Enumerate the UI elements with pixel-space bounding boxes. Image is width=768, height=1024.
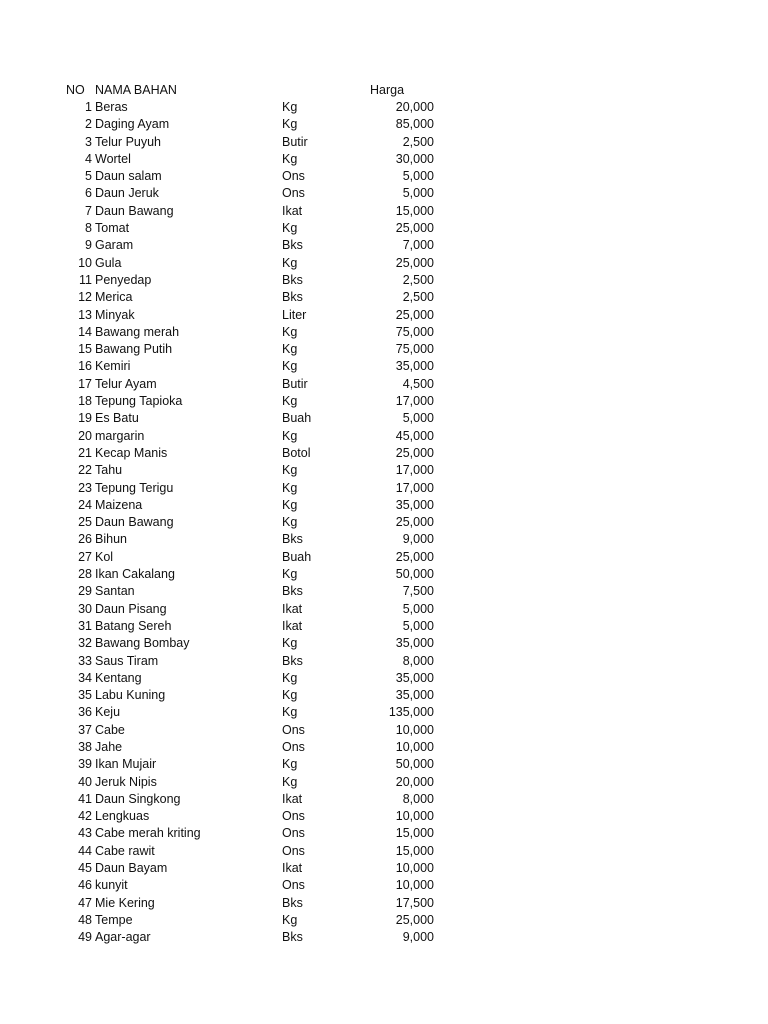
row-harga: 17,500 [395, 895, 434, 910]
row-satuan: Ons [282, 826, 305, 841]
row-nama-bahan: Gula [95, 255, 122, 270]
table-row [0, 825, 768, 842]
row-harga: 25,000 [395, 445, 434, 460]
row-satuan: Kg [282, 567, 298, 582]
row-no: 10 [78, 255, 92, 270]
row-harga: 50,000 [395, 567, 434, 582]
row-nama-bahan: Tepung Terigu [95, 480, 174, 495]
row-nama-bahan: Tomat [95, 221, 130, 236]
row-no: 33 [78, 653, 92, 668]
row-satuan: Kg [282, 100, 298, 114]
row-harga: 10,000 [395, 861, 434, 876]
row-satuan: Buah [282, 549, 312, 564]
row-harga: 10,000 [395, 722, 434, 737]
row-no: 41 [78, 791, 92, 806]
row-no: 47 [78, 895, 92, 910]
row-nama-bahan: Minyak [95, 307, 135, 322]
row-no: 31 [78, 618, 92, 633]
row-nama-bahan: Ikan Mujair [95, 757, 157, 772]
row-no: 13 [78, 307, 92, 322]
row-satuan: Buah [282, 411, 312, 426]
row-nama-bahan: Telur Ayam [95, 376, 157, 391]
row-nama-bahan: Jeruk Nipis [95, 774, 157, 789]
row-nama-bahan: Daun salam [95, 169, 162, 184]
row-no: 43 [78, 826, 92, 841]
table-row [0, 185, 768, 202]
row-satuan: Kg [282, 497, 298, 512]
row-nama-bahan: Kemiri [95, 359, 131, 374]
table-row [0, 549, 768, 566]
row-satuan: Ons [282, 722, 305, 737]
row-nama-bahan: Daun Bawang [95, 515, 174, 530]
row-satuan: Ikat [282, 861, 303, 876]
row-no: 14 [78, 324, 92, 339]
row-no: 39 [78, 757, 92, 772]
table-row [0, 307, 768, 324]
row-satuan: Ikat [282, 791, 303, 806]
row-harga: 30,000 [395, 151, 434, 166]
row-satuan: Bks [282, 238, 303, 253]
row-satuan: Ikat [282, 601, 303, 616]
row-satuan: Kg [282, 480, 298, 495]
row-no: 35 [78, 688, 92, 703]
row-harga: 15,000 [395, 826, 434, 841]
row-no: 34 [78, 670, 92, 685]
row-no: 3 [85, 134, 92, 149]
row-satuan: Kg [282, 774, 298, 789]
row-nama-bahan: Mie Kering [95, 895, 155, 910]
row-satuan: Kg [282, 515, 298, 530]
row-no: 6 [85, 186, 92, 201]
row-harga: 8,000 [402, 653, 434, 668]
table-row [0, 445, 768, 462]
row-no: 15 [78, 342, 92, 357]
row-satuan: Liter [282, 307, 307, 322]
row-harga: 50,000 [395, 757, 434, 772]
table-row [0, 601, 768, 618]
row-harga: 10,000 [395, 739, 434, 754]
table-row [0, 722, 768, 739]
table-row [0, 704, 768, 721]
row-satuan: Kg [282, 394, 298, 409]
row-satuan: Bks [282, 930, 303, 945]
row-nama-bahan: margarin [95, 428, 145, 443]
row-harga: 9,000 [402, 532, 434, 547]
table-row [0, 151, 768, 168]
row-nama-bahan: Daun Singkong [95, 791, 181, 806]
table-row [0, 739, 768, 756]
row-satuan: Ikat [282, 203, 303, 218]
row-no: 22 [78, 463, 92, 478]
table-row [0, 635, 768, 652]
table-row [0, 358, 768, 375]
row-harga: 35,000 [395, 688, 434, 703]
row-harga: 17,000 [395, 463, 434, 478]
row-nama-bahan: Kentang [95, 670, 142, 685]
row-nama-bahan: Es Batu [95, 411, 139, 426]
row-no: 37 [78, 722, 92, 737]
table-row [0, 756, 768, 773]
row-nama-bahan: Cabe merah kriting [95, 826, 201, 841]
row-harga: 5,000 [402, 601, 434, 616]
table-row [0, 480, 768, 497]
row-harga: 25,000 [395, 912, 434, 927]
row-no: 38 [78, 739, 92, 754]
price-list-sheet [0, 82, 768, 947]
row-no: 4 [85, 151, 92, 166]
row-no: 48 [78, 912, 92, 927]
row-satuan: Kg [282, 688, 298, 703]
row-nama-bahan: Tahu [95, 463, 123, 478]
table-row [0, 134, 768, 151]
row-satuan: Bks [282, 895, 303, 910]
row-harga: 7,000 [402, 238, 434, 253]
row-satuan: Kg [282, 705, 298, 720]
row-nama-bahan: Daun Jeruk [95, 186, 159, 201]
row-nama-bahan: Wortel [95, 151, 131, 166]
row-no: 1 [85, 100, 92, 114]
table-row [0, 410, 768, 427]
row-nama-bahan: Merica [95, 290, 133, 305]
row-nama-bahan: Saus Tiram [95, 653, 159, 668]
row-harga: 25,000 [395, 255, 434, 270]
table-row [0, 376, 768, 393]
row-harga: 35,000 [395, 497, 434, 512]
row-nama-bahan: kunyit [95, 878, 128, 893]
row-harga: 85,000 [395, 117, 434, 132]
row-harga: 75,000 [395, 324, 434, 339]
header-harga: Harga [370, 83, 405, 97]
row-no: 26 [78, 532, 92, 547]
row-harga: 25,000 [395, 307, 434, 322]
row-satuan: Kg [282, 463, 298, 478]
row-no: 46 [78, 878, 92, 893]
row-satuan: Ikat [282, 618, 303, 633]
table-row [0, 531, 768, 548]
row-no: 20 [78, 428, 92, 443]
header-no: NO [66, 83, 85, 97]
table-row [0, 618, 768, 635]
table-row [0, 237, 768, 254]
row-nama-bahan: Labu Kuning [95, 688, 166, 703]
table-row [0, 393, 768, 410]
row-satuan: Ons [282, 739, 305, 754]
row-harga: 2,500 [402, 272, 434, 287]
row-nama-bahan: Daun Bawang [95, 203, 174, 218]
table-row [0, 272, 768, 289]
row-harga: 5,000 [402, 618, 434, 633]
row-satuan: Kg [282, 636, 298, 651]
table-row [0, 462, 768, 479]
row-no: 16 [78, 359, 92, 374]
row-harga: 15,000 [395, 203, 434, 218]
row-nama-bahan: Bawang Bombay [95, 636, 190, 651]
row-harga: 10,000 [395, 878, 434, 893]
row-nama-bahan: Jahe [95, 739, 123, 754]
row-harga: 5,000 [402, 411, 434, 426]
row-satuan: Kg [282, 342, 298, 357]
table-row [0, 860, 768, 877]
row-nama-bahan: Daun Pisang [95, 601, 167, 616]
row-no: 27 [78, 549, 92, 564]
row-satuan: Ons [282, 186, 305, 201]
row-satuan: Kg [282, 255, 298, 270]
row-harga: 5,000 [402, 169, 434, 184]
header-row [0, 82, 768, 99]
row-nama-bahan: Bihun [95, 532, 127, 547]
row-harga: 25,000 [395, 221, 434, 236]
row-harga: 20,000 [395, 100, 434, 114]
row-harga: 17,000 [395, 480, 434, 495]
row-satuan: Ons [282, 169, 305, 184]
row-nama-bahan: Batang Sereh [95, 618, 172, 633]
table-row [0, 877, 768, 894]
table-row [0, 895, 768, 912]
row-no: 29 [78, 584, 92, 599]
row-harga: 9,000 [402, 930, 434, 945]
row-harga: 15,000 [395, 843, 434, 858]
row-satuan: Bks [282, 653, 303, 668]
row-nama-bahan: Penyedap [95, 272, 152, 287]
row-no: 28 [78, 567, 92, 582]
item-rows [0, 99, 768, 947]
row-harga: 35,000 [395, 636, 434, 651]
row-harga: 7,500 [402, 584, 434, 599]
row-no: 24 [78, 497, 92, 512]
row-satuan: Kg [282, 117, 298, 132]
row-no: 45 [78, 861, 92, 876]
row-harga: 4,500 [402, 376, 434, 391]
row-nama-bahan: Garam [95, 238, 134, 253]
table-row [0, 583, 768, 600]
table-row [0, 774, 768, 791]
row-no: 44 [78, 843, 92, 858]
row-nama-bahan: Lengkuas [95, 809, 150, 824]
row-satuan: Kg [282, 221, 298, 236]
row-satuan: Kg [282, 757, 298, 772]
row-nama-bahan: Tempe [95, 912, 133, 927]
table-row [0, 912, 768, 929]
row-harga: 2,500 [402, 290, 434, 305]
row-no: 12 [78, 290, 92, 305]
row-no: 11 [79, 272, 92, 287]
row-harga: 17,000 [395, 394, 434, 409]
row-no: 30 [78, 601, 92, 616]
row-harga: 2,500 [402, 134, 434, 149]
row-satuan: Butir [282, 134, 308, 149]
table-row [0, 653, 768, 670]
row-no: 49 [78, 930, 92, 945]
row-no: 17 [78, 376, 92, 391]
row-satuan: Botol [282, 445, 311, 460]
table-row [0, 116, 768, 133]
row-no: 40 [78, 774, 92, 789]
row-satuan: Bks [282, 584, 303, 599]
row-satuan: Bks [282, 532, 303, 547]
row-satuan: Ons [282, 878, 305, 893]
table-row [0, 428, 768, 445]
table-row [0, 566, 768, 583]
row-no: 9 [85, 238, 92, 253]
row-nama-bahan: Beras [95, 100, 128, 114]
row-nama-bahan: Cabe [95, 722, 125, 737]
row-no: 25 [78, 515, 92, 530]
row-nama-bahan: Kecap Manis [95, 445, 168, 460]
row-no: 7 [85, 203, 92, 218]
table-row [0, 324, 768, 341]
row-satuan: Kg [282, 428, 298, 443]
row-harga: 10,000 [395, 809, 434, 824]
row-nama-bahan: Cabe rawit [95, 843, 155, 858]
table-row [0, 670, 768, 687]
row-nama-bahan: Bawang Putih [95, 342, 173, 357]
row-harga: 45,000 [395, 428, 434, 443]
row-nama-bahan: Maizena [95, 497, 143, 512]
table-row [0, 514, 768, 531]
row-nama-bahan: Tepung Tapioka [95, 394, 183, 409]
row-harga: 25,000 [395, 549, 434, 564]
table-row [0, 929, 768, 946]
table-row [0, 497, 768, 514]
table-row [0, 289, 768, 306]
row-no: 19 [78, 411, 92, 426]
row-no: 8 [85, 221, 92, 236]
row-satuan: Kg [282, 359, 298, 374]
row-satuan: Kg [282, 151, 298, 166]
row-harga: 35,000 [395, 359, 434, 374]
row-no: 42 [78, 809, 92, 824]
row-nama-bahan: Daun Bayam [95, 861, 168, 876]
row-harga: 75,000 [395, 342, 434, 357]
row-no: 36 [78, 705, 92, 720]
table-row [0, 203, 768, 220]
row-no: 18 [78, 394, 92, 409]
row-harga: 135,000 [388, 705, 434, 720]
table-row [0, 791, 768, 808]
row-nama-bahan: Kol [95, 549, 114, 564]
row-satuan: Bks [282, 272, 303, 287]
table-row [0, 843, 768, 860]
row-no: 2 [85, 117, 92, 132]
row-satuan: Kg [282, 324, 298, 339]
row-no: 5 [85, 169, 92, 184]
row-satuan: Bks [282, 290, 303, 305]
row-nama-bahan: Bawang merah [95, 324, 180, 339]
row-harga: 35,000 [395, 670, 434, 685]
table-row [0, 808, 768, 825]
row-nama-bahan: Agar-agar [95, 930, 151, 945]
row-no: 21 [78, 445, 92, 460]
table-row [0, 255, 768, 272]
table-row [0, 220, 768, 237]
row-satuan: Ons [282, 809, 305, 824]
row-nama-bahan: Daging Ayam [95, 117, 170, 132]
row-harga: 25,000 [395, 515, 434, 530]
row-satuan: Kg [282, 670, 298, 685]
row-satuan: Kg [282, 912, 298, 927]
row-nama-bahan: Keju [95, 705, 121, 720]
table-row [0, 687, 768, 704]
row-no: 23 [78, 480, 92, 495]
row-nama-bahan: Santan [95, 584, 135, 599]
row-harga: 20,000 [395, 774, 434, 789]
row-harga: 5,000 [402, 186, 434, 201]
table-row [0, 168, 768, 185]
row-nama-bahan: Ikan Cakalang [95, 567, 175, 582]
row-satuan: Butir [282, 376, 308, 391]
row-satuan: Ons [282, 843, 305, 858]
row-harga: 8,000 [402, 791, 434, 806]
header-nama-bahan: NAMA BAHAN [95, 83, 177, 97]
table-row [0, 99, 768, 116]
row-nama-bahan: Telur Puyuh [95, 134, 162, 149]
table-row [0, 341, 768, 358]
row-no: 32 [78, 636, 92, 651]
